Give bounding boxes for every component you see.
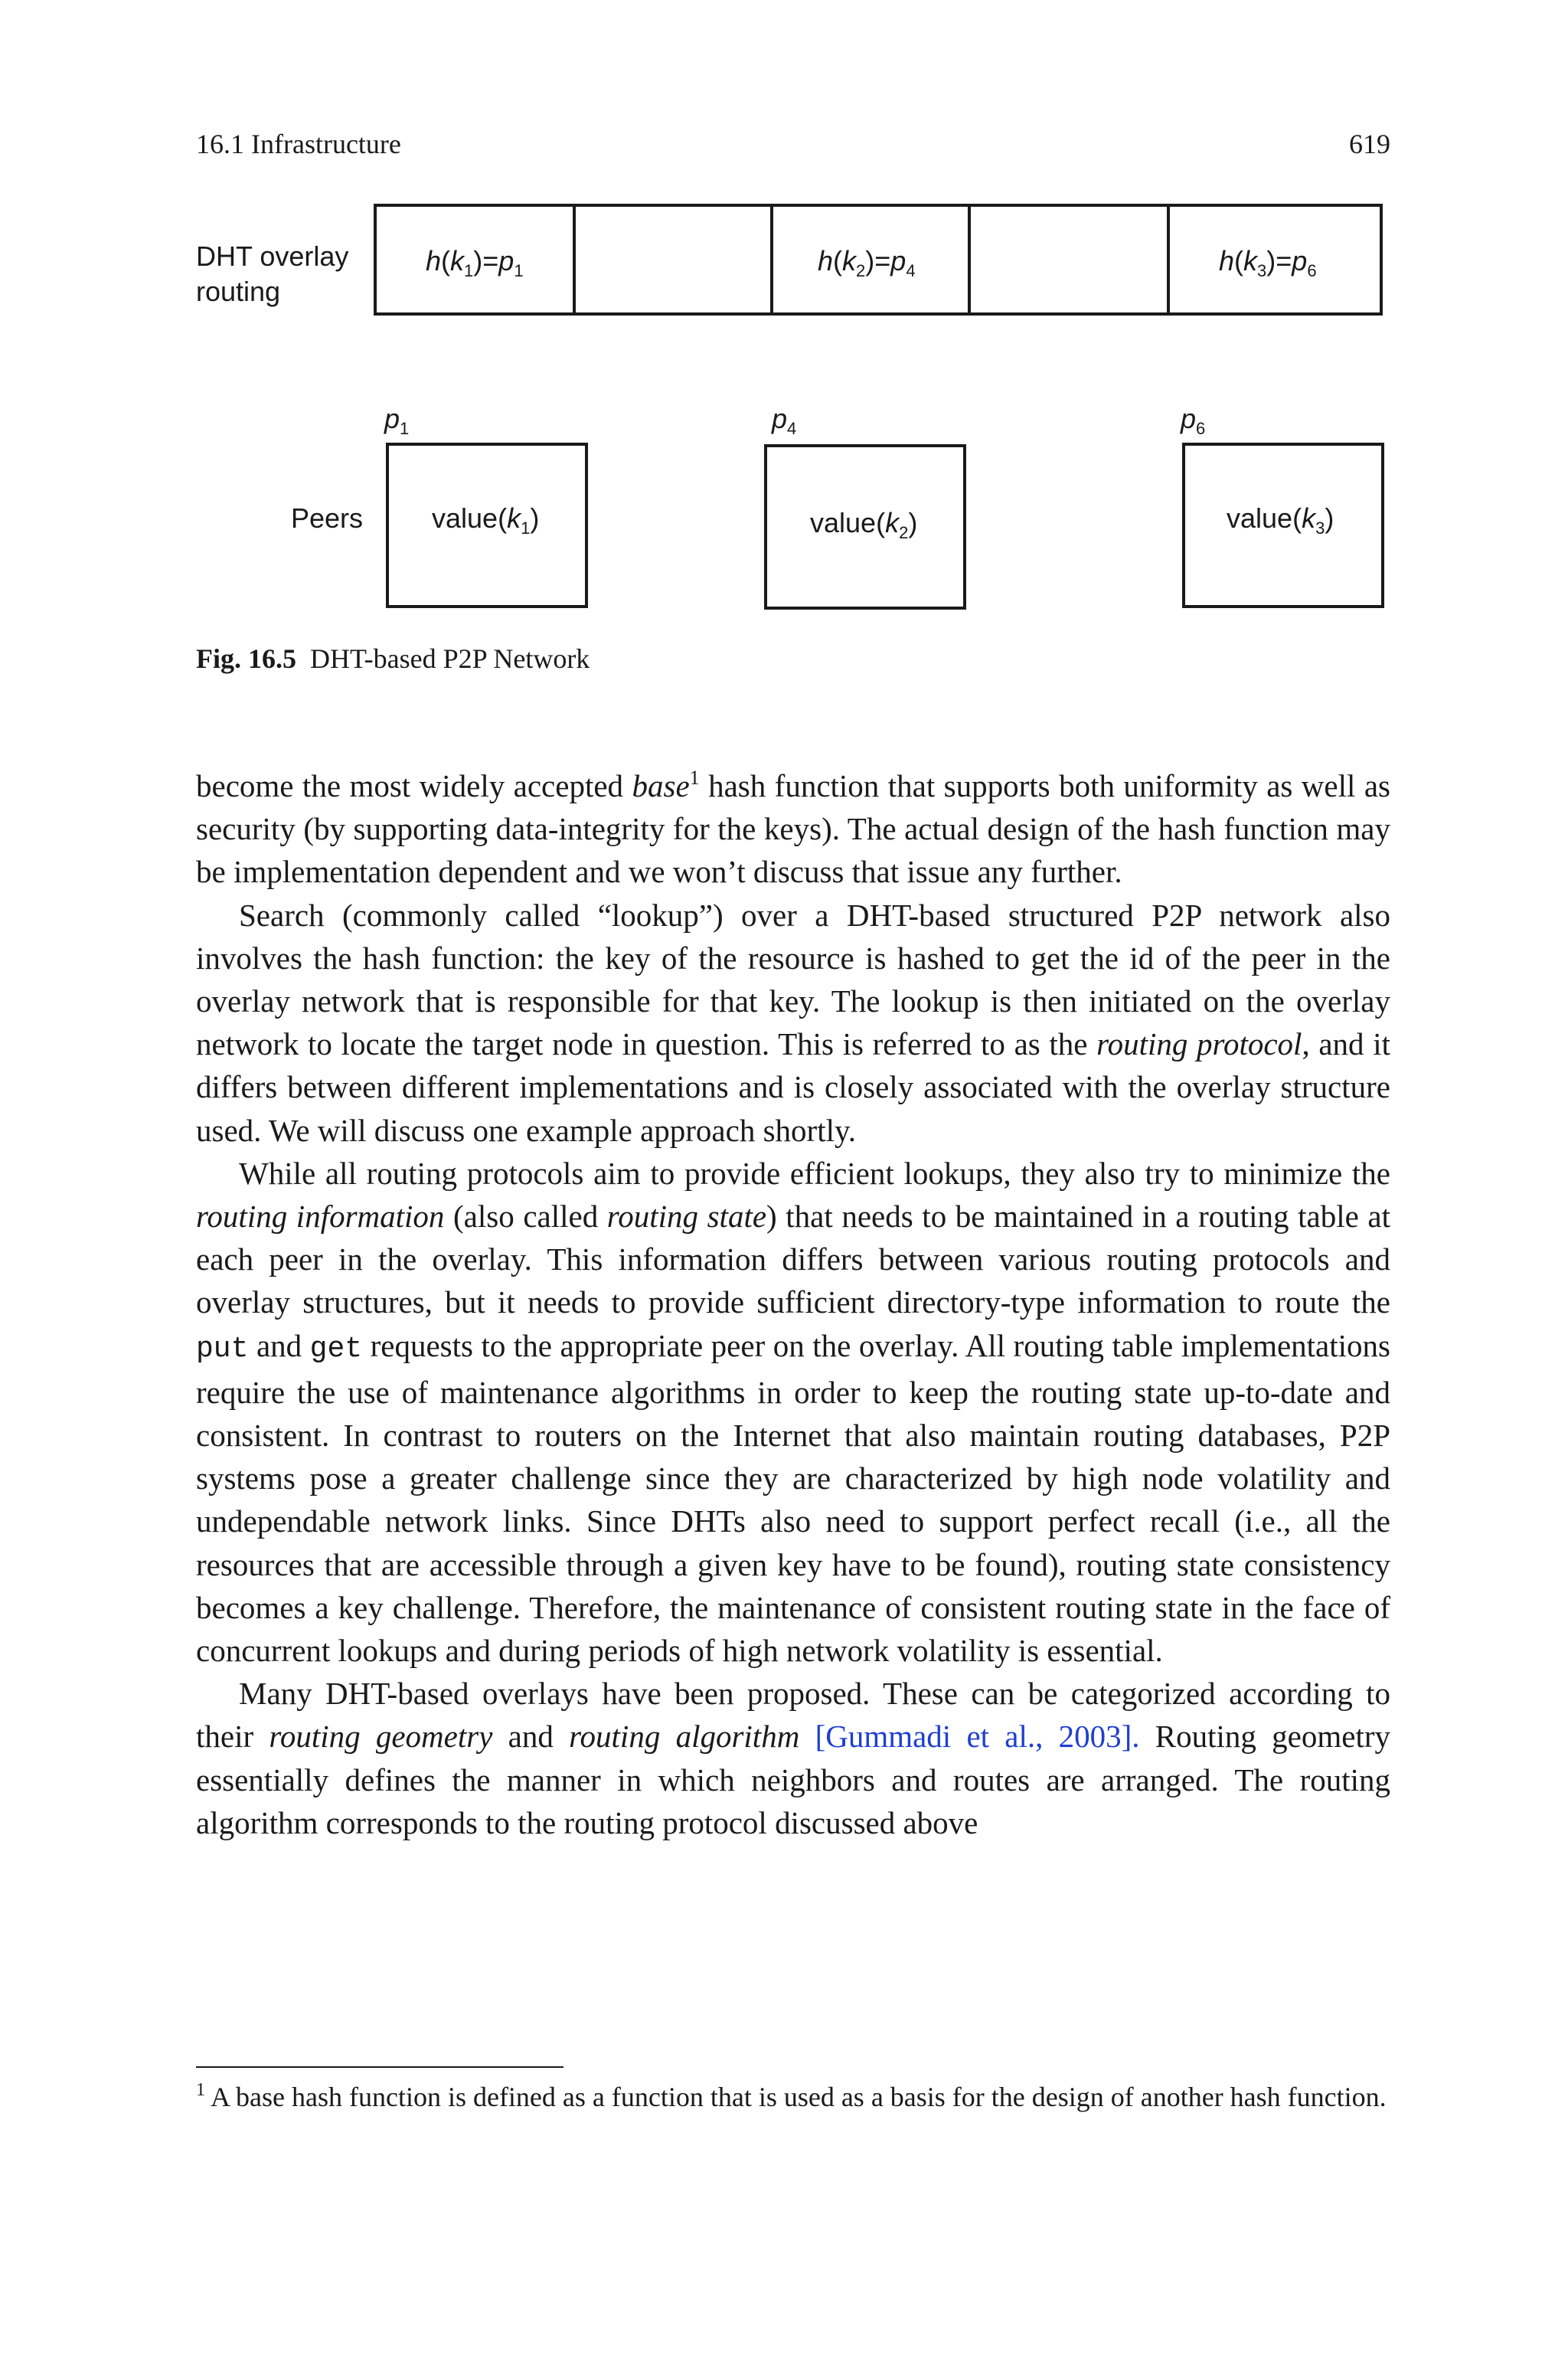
citation-link[interactable]: [Gummadi et al., 2003]. bbox=[815, 1719, 1140, 1755]
peers-label: Peers bbox=[291, 502, 364, 534]
body-text bbox=[196, 764, 1390, 1844]
peer-label-p1: $p_1$ bbox=[384, 403, 410, 438]
figure-caption: Fig. 16.5 DHT-based P2P Network bbox=[196, 643, 590, 674]
peer-label-p4: $p_4$ bbox=[772, 403, 797, 438]
footnote-rule bbox=[196, 2066, 564, 2068]
overlay-cell-divider bbox=[968, 204, 971, 316]
overlay-cell-hash-k1: $h(k_1)=p_1$ bbox=[426, 245, 524, 280]
peer-value-k2: $value(k_2)$ bbox=[810, 507, 918, 542]
dht-figure bbox=[0, 0, 1568, 689]
page-number: 619 bbox=[1349, 129, 1390, 159]
peer-label-p6: $p_6$ bbox=[1181, 403, 1206, 438]
paragraph-2: Search (commonly called “lookup”) over a DHT-based structured P2P network also involves the hash function: the key of the resource is hashed to get the id of the peer in the overlay network that is responsible for that key. The lookup is then initiated on the overlay network to locate the target node in question. This is referred to as the routing protocol, and it differs between different implementations and is closely associated with the overlay structure used. We will discuss one example approach shortly. bbox=[196, 897, 1390, 1148]
paragraph-3: While all routing protocols aim to provide efficient lookups, they also try to minimize the routing information (also called routing state) that needs to be maintained in a routing table at each peer in the overlay. This information differs between various routing protocols and overlay structures, but it needs to provide sufficient directory-type information to route the put and get requests to the appropriate peer on the overlay. All routing table implementations require the use of maintenance algorithms in order to keep the routing state up-to-date and consistent. In contrast to routers on the Internet that also maintain routing databases, P2P systems pose a greater challenge since they are characterized by high node volatility and undependable network links. Since DHTs also need to support perfect recall (i.e., all the resources that are accessible through a given key have to be found), routing state consistency becomes a key challenge. Therefore, the maintenance of consistent routing state in the face of concurrent lookups and during periods of high network volatility is essential. bbox=[196, 1155, 1390, 1669]
section-title: 16.1 Infrastructure bbox=[196, 129, 401, 159]
peer-value-k1: $value(k_1)$ bbox=[432, 502, 540, 538]
overlay-label: DHT overlay routing bbox=[196, 240, 349, 307]
overlay-cell-divider bbox=[1167, 204, 1170, 316]
overlay-cell-divider bbox=[573, 204, 576, 316]
overlay-cell-hash-k2: $h(k_2)=p_4$ bbox=[818, 245, 916, 280]
overlay-cell-hash-k3: $h(k_3)=p_6$ bbox=[1219, 245, 1317, 280]
footnote-ref: 1 bbox=[689, 767, 700, 789]
paragraph-1: become the most widely accepted base$^1$ hash function that supports both uniformity as well as security (by supporting data-integrity for the keys). The actual design of the hash function may be implementation dependent and we won’t discuss that issue any further. bbox=[196, 767, 1390, 890]
paragraph-4: Many DHT-based overlays have been proposed. These can be categorized according to their routing geometry and routing algorithm [Gummadi et al., 2003]. Routing geometry essentially defines the manner in which neighbors and routes are arranged. The routing algorithm corresponds to the routing protocol discussed above bbox=[196, 1676, 1390, 1840]
footnote: $^1$ A base hash function is defined as a function that is used as a basis for the design of another hash function. bbox=[196, 2080, 1387, 2112]
overlay-cell-divider bbox=[770, 204, 773, 316]
peer-value-k3: $value(k_3)$ bbox=[1227, 502, 1334, 538]
